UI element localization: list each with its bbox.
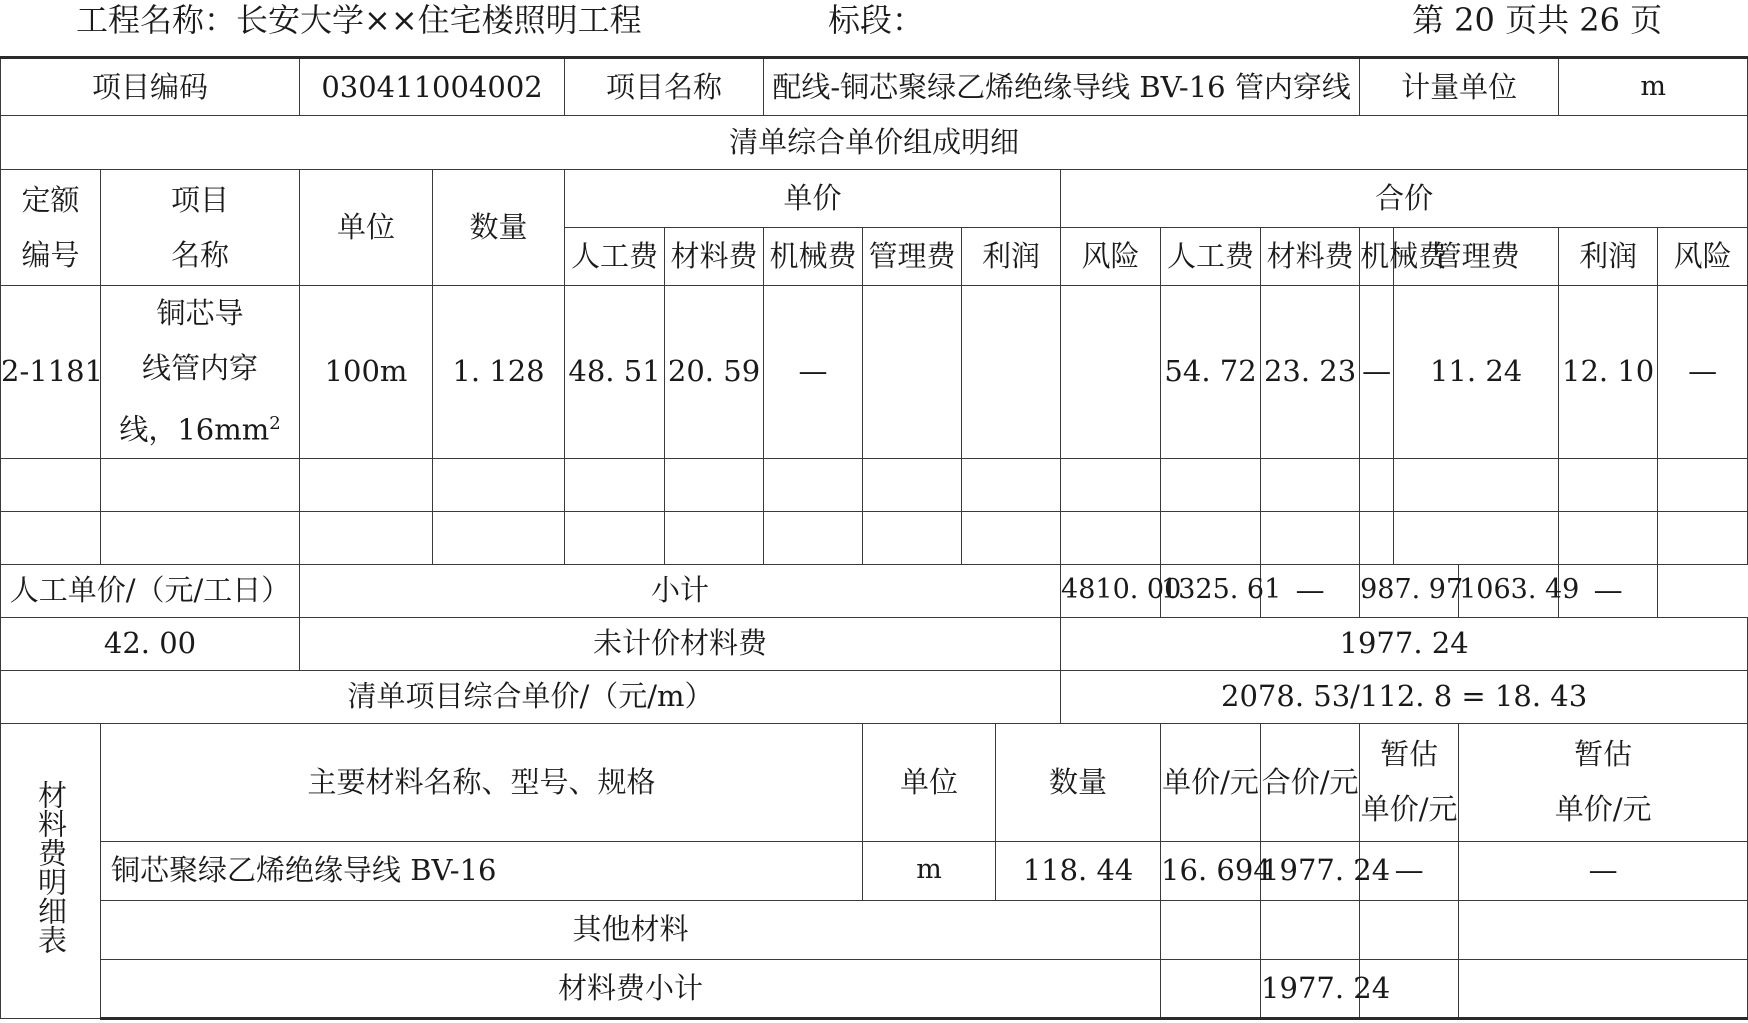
col-unit-risk: 风险 [1061, 228, 1161, 286]
page-header [0, 0, 1747, 44]
mat-col-est-total: 暂估 单价/元 [1459, 723, 1748, 841]
empty-row [1, 511, 1748, 564]
col-total-material: 材料费 [1261, 228, 1360, 286]
column-header-row-1 [1, 170, 1748, 228]
col-total-risk: 风险 [1658, 228, 1748, 286]
mat-col-total-price: 合价/元 [1261, 723, 1360, 841]
detail-total-labor: 54. 72 [1161, 286, 1261, 459]
detail-title: 清单综合单价组成明细 [1, 116, 1748, 170]
detail-unit-machine: — [764, 286, 863, 459]
mat-row1-name: 铜芯聚绿乙烯绝缘导线 BV-16 [101, 841, 863, 900]
mat-row1-unit: m [863, 841, 996, 900]
col-unit-machine: 机械费 [764, 228, 863, 286]
subtotal-machine: — [1261, 564, 1360, 617]
subtotal-profit: 1063. 49 [1459, 564, 1559, 617]
subtotal-material: 1325. 61 [1161, 564, 1261, 617]
unit-value: m [1559, 58, 1748, 116]
detail-name: 铜芯导 线管内穿 线，$16mm^2$ [101, 286, 300, 459]
item-name-label: 项目名称 [565, 58, 764, 116]
mat-col-est-unit: 暂估 单价/元 [1360, 723, 1459, 841]
item-name-value: 配线-铜芯聚绿乙烯绝缘导线 BV-16 管内穿线 [764, 58, 1360, 116]
mat-col-unit-price: 单价/元 [1161, 723, 1261, 841]
materials-header-row [1, 723, 1748, 841]
composite-label: 清单项目综合单价/（元/m） [1, 670, 1061, 723]
subtotal-risk: — [1559, 564, 1658, 617]
page-number: 第 20 页共 26 页 [1412, 1, 1663, 39]
col-total-labor: 人工费 [1161, 228, 1261, 286]
detail-total-management: 11. 24 [1394, 286, 1559, 459]
materials-side-label: 材料费明细表 [1, 723, 101, 1018]
material-row [1, 841, 1748, 900]
col-unit-labor: 人工费 [565, 228, 665, 286]
materials-subtotal-row [1, 959, 1748, 1018]
unit-price-analysis-table [0, 56, 1748, 1020]
mat-row1-total-price: 1977. 24 [1261, 841, 1360, 900]
detail-unit-risk [1061, 286, 1161, 459]
unit-label: 计量单位 [1360, 58, 1559, 116]
col-unit-management: 管理费 [863, 228, 962, 286]
materials-subtotal-label: 材料费小计 [101, 959, 1161, 1018]
col-unit-material: 材料费 [665, 228, 764, 286]
item-info-row [1, 58, 1748, 116]
subtotal-label: 小计 [300, 564, 1061, 617]
col-quantity: 数量 [433, 170, 565, 286]
detail-quantity: 1. 128 [433, 286, 565, 459]
col-total-management: 管理费 [1394, 228, 1559, 286]
detail-row [1, 286, 1748, 459]
detail-code: 2-1181 [1, 286, 101, 459]
subtotal-management: 987. 97 [1360, 564, 1459, 617]
composite-value: 2078. 53/112. 8 = 18. 43 [1061, 670, 1748, 723]
unpriced-row [1, 617, 1748, 670]
detail-total-machine: — [1360, 286, 1394, 459]
composite-row [1, 670, 1748, 723]
detail-total-profit: 12. 10 [1559, 286, 1658, 459]
col-quota-code: 定额 编号 [1, 170, 101, 286]
mat-row1-unit-price: 16. 694 [1161, 841, 1261, 900]
col-unit-price-group: 单价 [565, 170, 1061, 228]
detail-title-row [1, 116, 1748, 170]
col-item-name: 项目 名称 [101, 170, 300, 286]
subtotal-row [1, 564, 1748, 617]
project-name: 工程名称：长安大学××住宅楼照明工程 [76, 1, 642, 39]
col-unit: 单位 [300, 170, 433, 286]
mat-col-name: 主要材料名称、型号、规格 [101, 723, 863, 841]
labor-rate-value: 42. 00 [1, 617, 300, 670]
col-total-profit: 利润 [1559, 228, 1658, 286]
detail-unit-material: 20. 59 [665, 286, 764, 459]
other-materials-label: 其他材料 [101, 900, 1161, 959]
detail-total-material: 23. 23 [1261, 286, 1360, 459]
mat-row1-est-unit: — [1360, 841, 1459, 900]
col-total-machine: 机械费 [1360, 228, 1394, 286]
detail-unit: 100m [300, 286, 433, 459]
empty-row [1, 458, 1748, 511]
unpriced-value: 1977. 24 [1061, 617, 1748, 670]
mat-col-unit: 单位 [863, 723, 996, 841]
unpriced-label: 未计价材料费 [300, 617, 1061, 670]
materials-subtotal-value: 1977. 24 [1261, 959, 1360, 1018]
col-total-price-group: 合价 [1061, 170, 1748, 228]
other-materials-row [1, 900, 1748, 959]
subtotal-labor: 4810. 00 [1061, 564, 1161, 617]
mat-row1-est-total: — [1459, 841, 1748, 900]
item-code-value: 030411004002 [300, 58, 565, 116]
col-unit-profit: 利润 [962, 228, 1061, 286]
detail-unit-profit [962, 286, 1061, 459]
item-code-label: 项目编码 [1, 58, 300, 116]
detail-total-risk: — [1658, 286, 1748, 459]
labor-rate-label: 人工单价/（元/工日） [1, 564, 300, 617]
section-label: 标段： [828, 1, 925, 39]
detail-unit-labor: 48. 51 [565, 286, 665, 459]
mat-row1-qty: 118. 44 [996, 841, 1161, 900]
detail-unit-management [863, 286, 962, 459]
mat-col-qty: 数量 [996, 723, 1161, 841]
